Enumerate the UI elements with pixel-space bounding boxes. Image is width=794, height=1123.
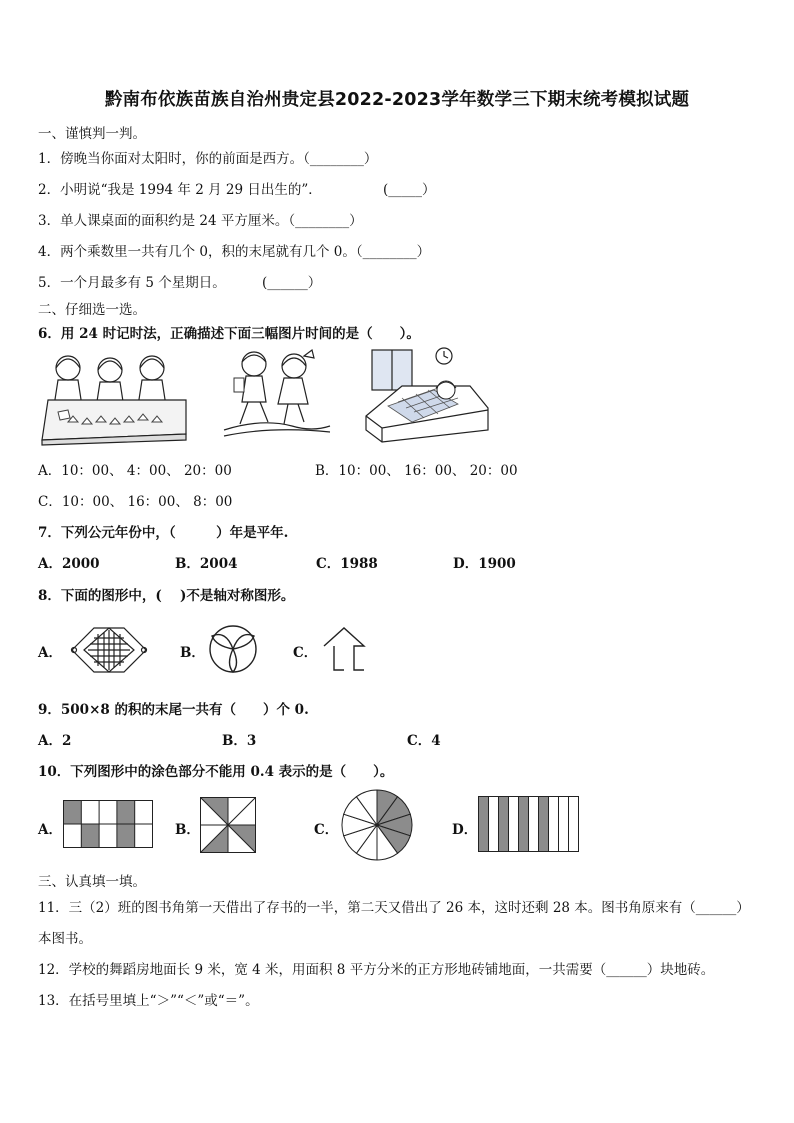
strip-cell xyxy=(499,797,509,852)
question-6-option-a[interactable]: A．10：00、 4：00、 20：00 xyxy=(38,463,232,479)
question-8-label-b[interactable]: B． xyxy=(180,645,205,661)
question-11-continued: 本图书。 xyxy=(38,931,92,947)
question-10-label-a[interactable]: A． xyxy=(38,822,62,838)
question-7-option-c[interactable]: C．1988 xyxy=(316,556,378,572)
strip-cell xyxy=(539,797,549,852)
section-heading-2: 二、仔细选一选。 xyxy=(38,302,146,318)
question-12: 12．学校的舞蹈房地面长 9 米，宽 4 米，用面积 8 平方分米的正方形地砖铺地面，一共需要（______）块地砖。 xyxy=(38,962,715,978)
question-9-option-c[interactable]: C．4 xyxy=(407,733,441,749)
question-8-label-c[interactable]: C． xyxy=(293,645,318,661)
question-8: 8．下面的图形中，( )不是轴对称图形。 xyxy=(38,588,295,604)
child-sleeping-image xyxy=(362,346,490,446)
strip-cell xyxy=(479,797,489,852)
strip-cell xyxy=(519,797,529,852)
question-7-option-a[interactable]: A．2000 xyxy=(38,556,100,572)
circle-petals-figure xyxy=(208,624,258,674)
strip-figure-d xyxy=(478,796,580,852)
circle-sectors-figure xyxy=(340,788,414,862)
question-10-label-b[interactable]: B． xyxy=(175,822,200,838)
square-triangles-figure xyxy=(200,797,256,853)
question-3: 3．单人课桌面的面积约是 24 平方厘米。（________） xyxy=(38,213,363,229)
question-9-option-b[interactable]: B．3 xyxy=(222,733,257,749)
children-walking-image xyxy=(222,348,334,440)
children-crafting-image xyxy=(38,348,190,446)
question-2-blank: (_____） xyxy=(383,182,436,198)
question-10: 10．下列图形中的涂色部分不能用 0.4 表示的是（ ）。 xyxy=(38,764,394,780)
grid-figure-a xyxy=(63,800,153,848)
question-7-option-d[interactable]: D．1900 xyxy=(453,556,516,572)
page-title: 黔南布依族苗族自治州贵定县2022-2023学年数学三下期末统考模拟试题 xyxy=(104,90,690,110)
question-6-option-b[interactable]: B．10：00、 16：00、 20：00 xyxy=(315,463,518,479)
strip-cell xyxy=(529,797,539,852)
strip-cell xyxy=(489,797,499,852)
question-9-option-a[interactable]: A．2 xyxy=(38,733,72,749)
question-7-option-b[interactable]: B．2004 xyxy=(175,556,238,572)
question-10-label-d[interactable]: D． xyxy=(452,822,478,838)
question-10-label-c[interactable]: C． xyxy=(314,822,339,838)
question-8-label-a[interactable]: A． xyxy=(38,645,62,661)
strip-cell xyxy=(549,797,559,852)
knot-pattern-figure xyxy=(70,626,148,674)
question-5: 5．一个月最多有 5 个星期日。 xyxy=(38,275,226,291)
question-6: 6．用 24 时记时法，正确描述下面三幅图片时间的是（ ）。 xyxy=(38,326,420,342)
strip-cell xyxy=(509,797,519,852)
question-2: 2．小明说“我是 1994 年 2 月 29 日出生的”． xyxy=(38,182,322,198)
section-heading-1: 一、谨慎判一判。 xyxy=(38,126,146,142)
section-heading-3: 三、认真填一填。 xyxy=(38,874,146,890)
question-11: 11．三（2）班的图书角第一天借出了存书的一半，第二天又借出了 26 本，这时还剩 28 本。图书角原来有（______） xyxy=(38,900,750,916)
question-9: 9．500×8 的积的末尾一共有（ ）个 0. xyxy=(38,702,309,718)
strip-cell xyxy=(569,797,579,852)
strip-cell xyxy=(559,797,569,852)
arrow-shape-figure xyxy=(322,626,366,674)
question-1: 1．傍晚当你面对太阳时，你的前面是西方。（________） xyxy=(38,151,378,167)
question-5-blank: (______） xyxy=(262,275,322,291)
question-4: 4．两个乘数里一共有几个 0，积的末尾就有几个 0。（________） xyxy=(38,244,431,260)
question-13: 13．在括号里填上“＞”“＜”或“＝”。 xyxy=(38,993,259,1009)
question-7: 7．下列公元年份中，（ ）年是平年. xyxy=(38,525,289,541)
question-6-option-c[interactable]: C．10：00、 16：00、 8：00 xyxy=(38,494,233,510)
